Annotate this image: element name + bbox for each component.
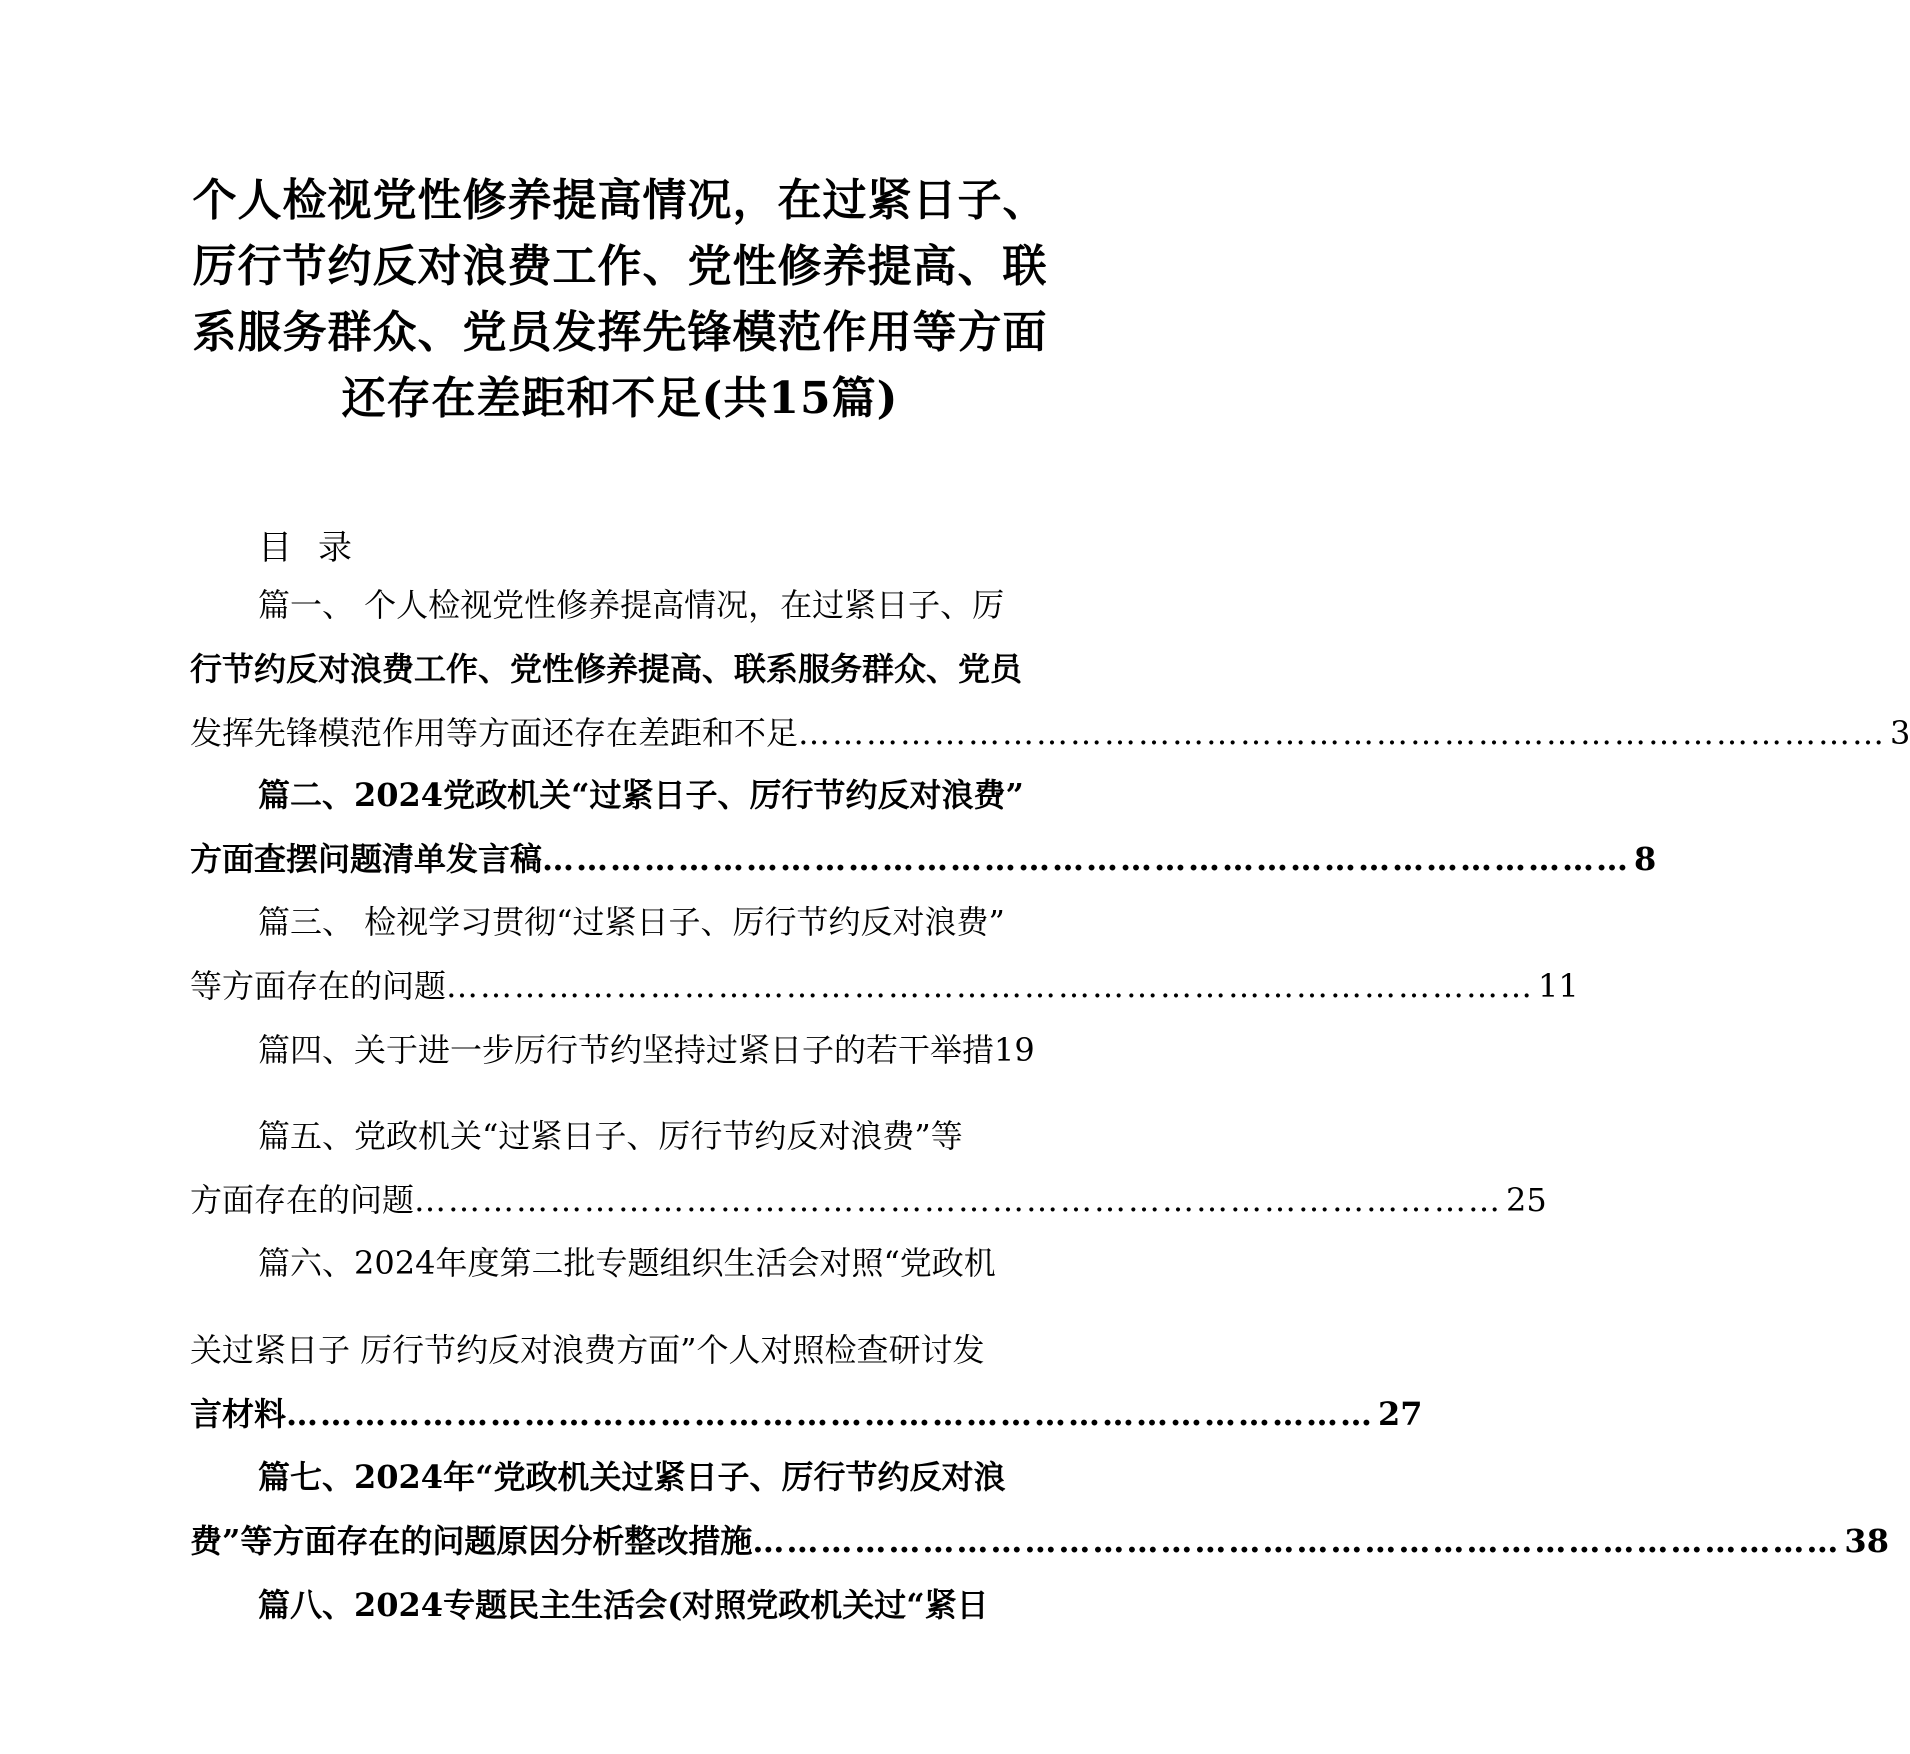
toc-entry-4-page: 19 — [994, 1031, 1035, 1069]
toc-entry-7-line-1[interactable]: 篇七、2024年“党政机关过紧日子、厉行节约反对浪 — [258, 1458, 1006, 1496]
toc-entry-5-line-1[interactable]: 篇五、党政机关“过紧日子、厉行节约反对浪费”等 — [258, 1117, 963, 1155]
title-line-3: 系服务群众、党员发挥先锋模范作用等方面 — [192, 307, 1048, 358]
title-line-2: 厉行节约反对浪费工作、党性修养提高、联 — [192, 241, 1048, 292]
toc-entry-7-page: 38 — [1844, 1522, 1889, 1560]
toc-entry-1-page: 3 — [1890, 714, 1910, 752]
title-line-1: 个人检视党性修养提高情况，在过紧日子、 — [192, 175, 1048, 226]
leader-dots: …………………………………………………………………………………… — [798, 714, 1887, 752]
toc-entry-5-line-2[interactable] — [190, 1180, 1547, 1220]
leader-dots: …………………………………………………………………………………… — [414, 1181, 1503, 1219]
toc-entry-3-page: 11 — [1538, 967, 1579, 1005]
toc-entry-1-line-2[interactable]: 行节约反对浪费工作、党性修养提高、联系服务群众、党员 — [190, 650, 1023, 688]
toc-entry-6-line-2[interactable]: 关过紧日子 厉行节约反对浪费方面”个人对照检查研讨发 — [190, 1331, 985, 1369]
toc-entry-2-text: 方面查摆问题清单发言稿 — [190, 840, 543, 878]
toc-entry-4-text: 篇四、关于进一步厉行节约坚持过紧日子的若干举措 — [258, 1031, 995, 1069]
toc-entry-2-line-1[interactable]: 篇二、2024党政机关“过紧日子、厉行节约反对浪费” — [258, 776, 1024, 814]
toc-entry-1-line-3[interactable] — [190, 713, 1910, 753]
toc-entry-7-line-2[interactable] — [190, 1521, 1889, 1561]
toc-entry-3-line-2[interactable] — [190, 966, 1579, 1006]
leader-dots: …………………………………………………………………………………… — [446, 967, 1535, 1005]
toc-entry-6-line-1[interactable]: 篇六、2024年度第二批专题组织生活会对照“党政机 — [258, 1244, 996, 1282]
toc-entry-5-text: 方面存在的问题 — [190, 1181, 415, 1219]
leader-dots: …………………………………………………………………………………… — [752, 1522, 1841, 1560]
title-line-4: 还存在差距和不足(共15篇) — [341, 373, 899, 424]
leader-dots: …………………………………………………………………………………… — [542, 840, 1631, 878]
toc-entry-2-line-2[interactable] — [190, 839, 1657, 879]
toc-entry-7-text: 费”等方面存在的问题原因分析整改措施 — [190, 1522, 753, 1560]
toc-entry-3-line-1[interactable]: 篇三、 检视学习贯彻“过紧日子、厉行节约反对浪费” — [258, 903, 1005, 941]
toc-entry-1-text: 发挥先锋模范作用等方面还存在差距和不足 — [190, 714, 799, 752]
toc-entry-6-page: 27 — [1378, 1395, 1423, 1433]
toc-heading: 目录 — [258, 528, 378, 568]
toc-entry-5-page: 25 — [1506, 1181, 1547, 1219]
leader-dots: …………………………………………………………………………………… — [286, 1395, 1375, 1433]
toc-entry-2-page: 8 — [1634, 840, 1657, 878]
toc-entry-8-line-1[interactable]: 篇八、2024专题民主生活会(对照党政机关过“紧日 — [258, 1586, 989, 1624]
toc-entry-6-line-3[interactable] — [190, 1394, 1423, 1434]
toc-entry-4-line-1[interactable] — [258, 1030, 1035, 1070]
toc-entry-6-text: 言材料 — [190, 1395, 287, 1433]
document-title — [180, 168, 1060, 432]
toc-entry-1-line-1[interactable]: 篇一、 个人检视党性修养提高情况，在过紧日子、厉 — [258, 586, 1005, 624]
toc-entry-3-text: 等方面存在的问题 — [190, 967, 447, 1005]
